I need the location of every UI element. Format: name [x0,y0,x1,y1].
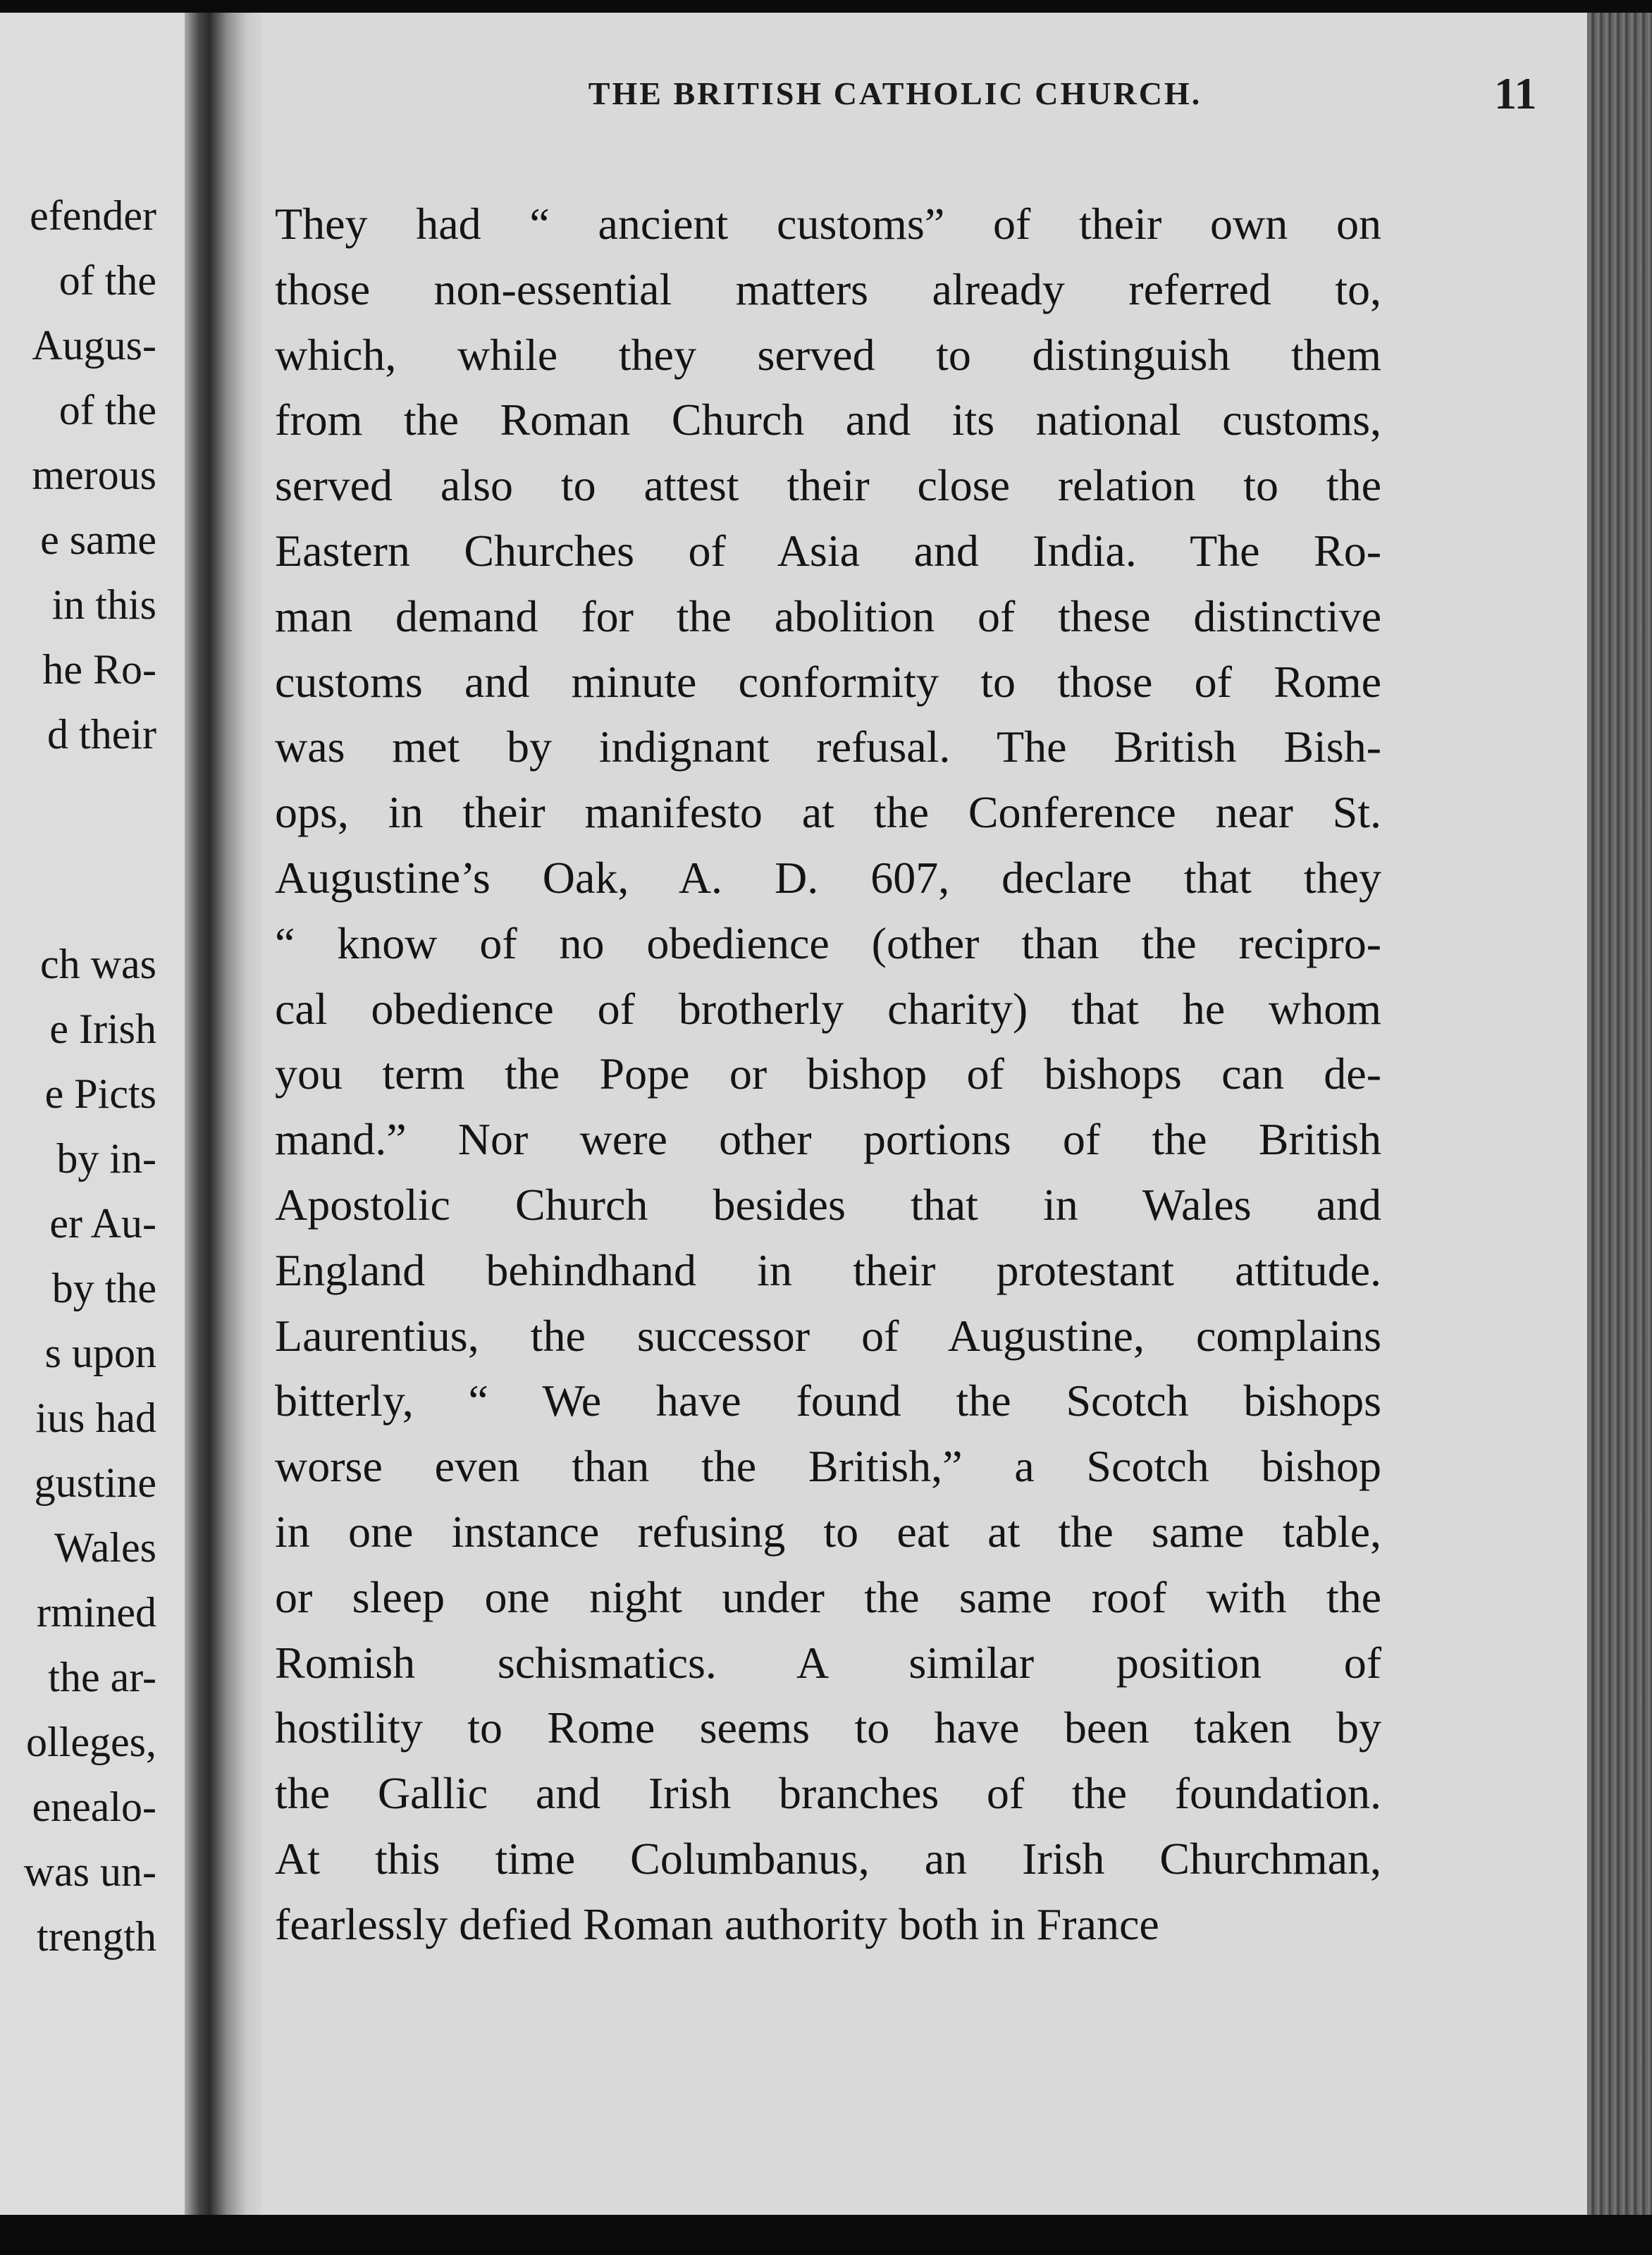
text-line: served also to attest their close relation to the [275,460,1381,511]
previous-page-line: of the [58,257,156,304]
previous-page-line: Augus- [32,322,156,369]
previous-page-line: by the [51,1265,156,1311]
text-line: Laurentius, the successor of Augustine, complains [275,1310,1381,1361]
text-line: the Gallic and Irish branches of the foundation. [275,1768,1381,1819]
text-line: “ know of no obedience (other than the recipro- [275,918,1381,968]
previous-page-line: efender [30,192,156,239]
text-line: Eastern Churches of Asia and India. The Ro- [275,525,1381,576]
previous-page-line: he Ro- [42,646,156,693]
text-line: worse even than the British,” a Scotch bishop [275,1441,1381,1492]
page-edge-stack [1587,13,1652,2215]
text-line: mand.” Nor were other portions of the British [275,1114,1381,1165]
previous-page-line: the ar- [48,1654,156,1700]
previous-page-line: e same [40,517,156,563]
text-line: Romish schismatics. A similar position of [275,1637,1381,1688]
body-text [275,192,1381,1958]
previous-page-line: s upon [44,1330,156,1376]
previous-page-line: ius had [35,1395,156,1441]
previous-page-line: rmined [37,1589,156,1636]
previous-page-line: gustine [34,1459,156,1506]
text-line: in one instance refusing to eat at the same table, [275,1506,1381,1557]
text-line: cal obedience of brotherly charity) that he whom [275,983,1381,1034]
previous-page-line: by in- [56,1135,156,1182]
text-line: fearlessly defied Roman authority both in France [275,1898,1159,1949]
previous-page-line: of the [58,387,156,433]
previous-page-line: e Irish [49,1006,156,1052]
previous-page-line: was un- [23,1848,156,1895]
text-line: England behindhand in their protestant attitude. [275,1244,1381,1295]
text-line: man demand for the abolition of these distinctive [275,591,1381,641]
previous-page-line: in this [51,581,156,628]
scan-border-bottom [0,2215,1652,2255]
text-line: hostility to Rome seems to have been taken by [275,1703,1381,1753]
text-line: bitterly, “ We have found the Scotch bishops [275,1376,1381,1426]
text-line: or sleep one night under the same roof with the [275,1571,1381,1622]
page-header [451,68,1593,117]
text-line: you term the Pope or bishop of bishops can de- [275,1049,1381,1099]
text-line: customs and minute conformity to those of Rome [275,656,1381,707]
previous-page-line: trength [37,1913,156,1960]
running-head: THE BRITISH CATHOLIC CHURCH. [588,75,1202,111]
previous-page-line: Wales [54,1524,156,1571]
previous-page-line: merous [32,452,156,498]
previous-page-line: ch was [40,941,156,987]
text-line: from the Roman Church and its national customs, [275,395,1381,445]
page-number: 11 [1494,68,1537,118]
text-line: Augustine’s Oak, A. D. 607, declare that they [275,852,1381,903]
previous-page-line: enealo- [32,1784,156,1830]
previous-page-line: olleges, [26,1719,156,1765]
previous-page-line: e Picts [44,1070,156,1117]
scan-border-top [0,0,1652,13]
text-line: Apostolic Church besides that in Wales and [275,1179,1381,1230]
text-line: which, while they served to distinguish them [275,329,1381,380]
previous-page-strip [0,13,185,2215]
previous-page-line: d their [47,711,156,758]
book-gutter [185,13,262,2215]
text-line: ops, in their manifesto at the Conference near St. [275,787,1381,838]
text-line: was met by indignant refusal. The British Bish- [275,722,1381,772]
text-line: They had “ ancient customs” of their own on [275,199,1381,249]
previous-page-line: er Au- [49,1200,156,1247]
text-line: At this time Columbanus, an Irish Churchman, [275,1833,1381,1884]
text-line: those non-essential matters already referred to, [275,264,1381,314]
